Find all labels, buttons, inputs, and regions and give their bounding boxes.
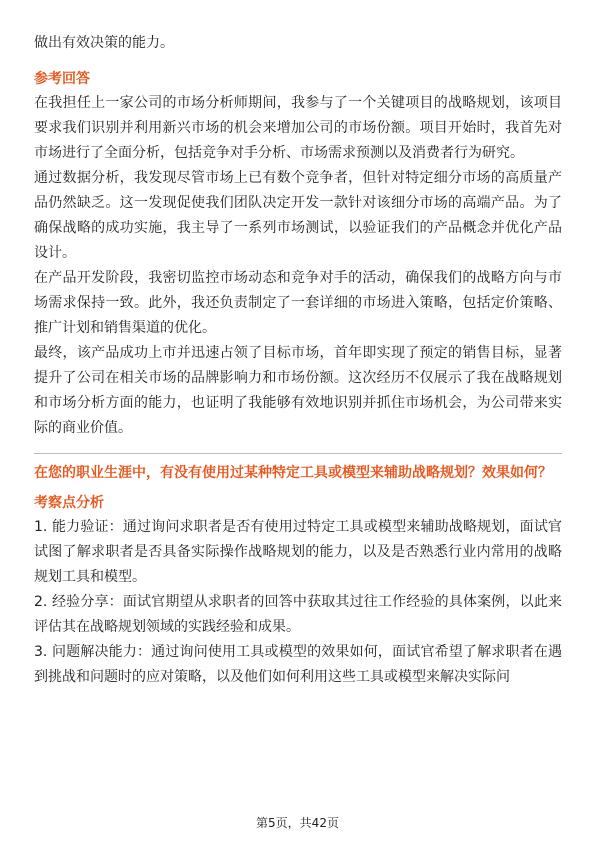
answer-heading: 参考回答 [34,71,90,87]
answer-paragraph: 在我担任上一家公司的市场分析师期间，我参与了一个关键项目的战略规划，该项目要求我们识别并利用新兴市场的机会来增加公司的市场份额。项目开始时，我首先对市场进行了全面分析，包括竞争对手分析、市场需求预测以及消费者行为研究。 [34,95,562,161]
interview-question: 在您的职业生涯中，有没有使用过某种特定工具或模型来辅助战略规划？效果如何？ [34,465,552,481]
analysis-item: 2. 经验分享：面试官期望从求职者的回答中获取其过往工作经验的具体案例，以此来评估其在战略规划领域的实践经验和成果。 [34,594,562,635]
answer-paragraph: 在产品开发阶段，我密切监控市场动态和竞争对手的活动，确保我们的战略方向与市场需求保持一致。此外，我还负责制定了一套详细的市场进入策略，包括定价策略、推广计划和销售渠道的优化。 [34,270,562,336]
page-number-footer: 第5页，共42页 [256,816,339,830]
analysis-item: 1. 能力验证：通过询问求职者是否有使用过特定工具或模型来辅助战略规划，面试官试图了解求职者是否具备实际操作战略规划的能力，以及是否熟悉行业内常用的战略规划工具和模型。 [34,519,562,585]
page-content [34,31,562,690]
analysis-list [34,515,562,690]
analysis-heading: 考察点分析 [34,495,104,511]
answer-body [34,91,562,441]
section-divider [34,453,562,454]
answer-paragraph: 通过数据分析，我发现尽管市场上已有数个竞争者，但针对特定细分市场的高质量产品仍然缺乏。这一发现促使我们团队决定开发一款针对该细分市场的高端产品。为了确保战略的成功实施，我主导了一系列市场测试，以验证我们的产品概念并优化产品设计。 [34,170,562,261]
intro-tail-text: 做出有效决策的能力。 [34,35,174,51]
answer-paragraph: 最终，该产品成功上市并迅速占领了目标市场，首年即实现了预定的销售目标，显著提升了公司在相关市场的品牌影响力和市场份额。这次经历不仅展示了我在战略规划和市场分析方面的能力，也证明了我能够有效地识别并抓住市场机会，为公司带来实际的商业价值。 [34,345,562,436]
analysis-item: 3. 问题解决能力：通过询问使用工具或模型的效果如何，面试官希望了解求职者在遇到挑战和问题时的应对策略，以及他们如何利用这些工具或模型来解决实际问 [34,644,562,685]
